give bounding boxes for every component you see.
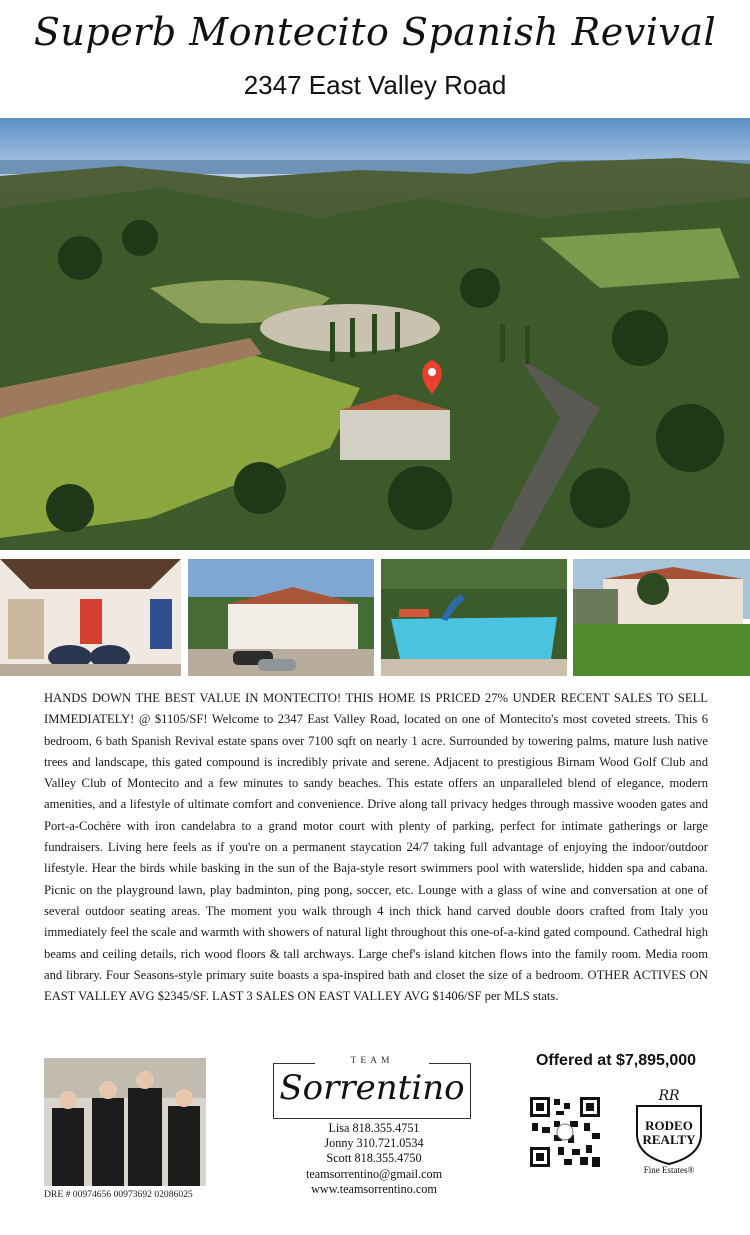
contact-email[interactable]: teamsorrentino@gmail.com	[305, 1166, 443, 1181]
backyard-photo	[573, 559, 750, 676]
living-room-photo	[0, 559, 181, 676]
motor-court-photo	[188, 559, 374, 676]
contact-list	[273, 1121, 475, 1197]
contact-scott: Scott 818.355.4750	[326, 1151, 422, 1166]
dre-numbers: DRE # 00974656 00973692 02086025	[44, 1189, 193, 1200]
contact-lisa: Lisa 818.355.4751	[328, 1121, 420, 1135]
team-logo-name: Sorrentino	[279, 1068, 465, 1108]
pool-photo	[381, 559, 567, 676]
listing-description: HANDS DOWN THE BEST VALUE IN MONTECITO! THIS HOME IS PRICED 27% UNDER RECENT SALES TO SELL IMMEDIATELY! @ $1105/SF! Welcome to 2347 East Valley Road, located on one of Montecito's most coveted streets. This 6 bedroom, 6 bath Spanish Revival estate spans over 7100 sqft on nearly 1 acre. Surrounded by towering palms, mature lush native trees and landscape, this gated compound is incredibly private and serene. Adjacent to prestigious Birnam Wood Golf Club and Valley Club of Montecito and a few minutes to sandy beaches. This estate offers an unparalleled blend of elegance, modern amenities, and a lifestyle of ultimate comfort and convenience. Drive along tall privacy hedges through massive wooden gates and Port-a-Cochère with iron candelabra to a grand motor court with plenty of parking, perfect for intimate gatherings or large fundraisers. Living here feels as if you're on a permanent staycation 24/7 taking full advantage of enjoying the indoor/outdoor lifestyle. Hear the birds while basking in the sun of the Baja-style resort swimmers pool with waterslide, hidden spa and cabana. Picnic on the playground lawn, play badminton, ping pong, soccer, etc. Lounge with a glass of wine and conversation at one of several outdoor seating areas. The moment you walk through 4 inch thick hand carved double doors crafted from Italy you immediately feel the scale and warmth with showers of natural light throughout this one-of-a-kind gated compound. Cathedral high beams and ceiling details, rich wood floors & tall archways. Large chef's island kitchen flows into the family room. Media room and library. Four Seasons-style primary suite boasts a spa-inspired bath and closet the size of a bedroom. OTHER ACTIVES ON EAST VALLEY AVG $2345/SF. LAST 3 SALES ON EAST VALLEY AVG $1406/SF per MLS stats.	[44, 691, 708, 1004]
contact-website[interactable]: www.teamsorrentino.com	[311, 1181, 437, 1196]
svg-text:RR: RR	[658, 1088, 680, 1104]
rodeo-realty-logo	[628, 1086, 710, 1174]
photo-strip	[0, 559, 750, 676]
hero-aerial-photo	[0, 118, 750, 550]
listing-address: 2347 East Valley Road	[243, 70, 507, 100]
rodeo-tagline: Fine Estates®	[643, 1165, 695, 1174]
team-logo-label: TEAM	[315, 1056, 429, 1066]
offered-price: Offered at $7,895,000	[535, 1052, 697, 1069]
qr-code-icon[interactable]	[528, 1095, 602, 1169]
listing-title: Superb Montecito Spanish Revival	[33, 10, 717, 54]
contact-jonny: Jonny 310.721.0534	[324, 1136, 424, 1151]
team-photo	[44, 1058, 206, 1186]
rodeo-line2: REALTY	[642, 1132, 696, 1147]
rodeo-line1: RODEO	[645, 1118, 693, 1133]
